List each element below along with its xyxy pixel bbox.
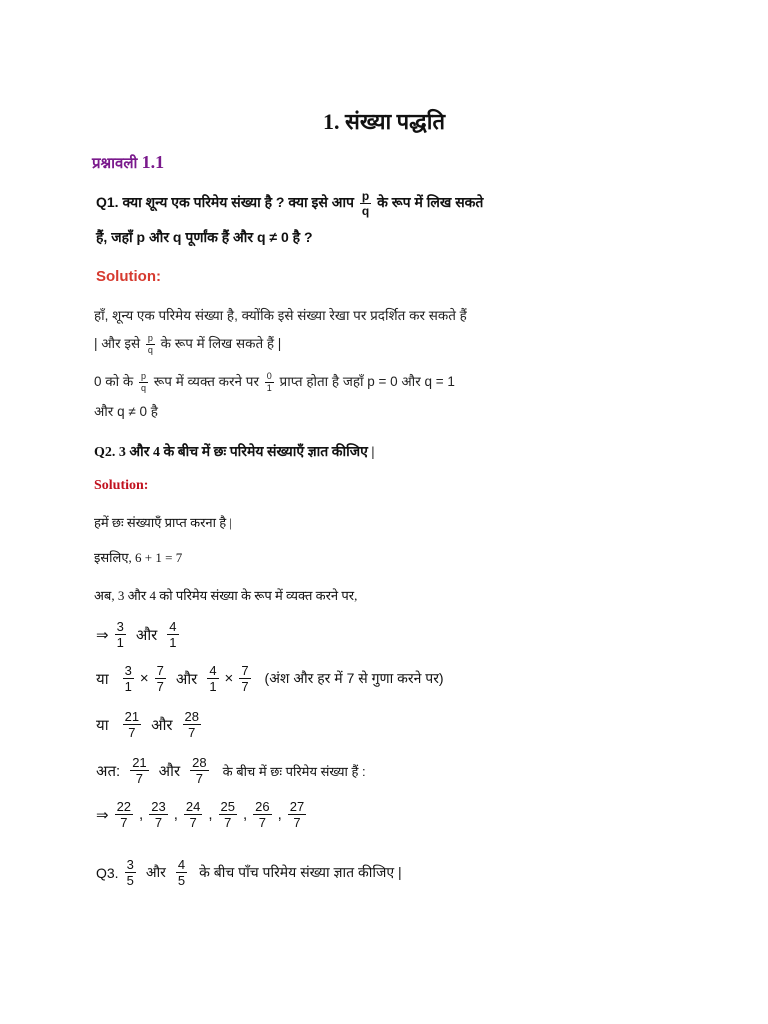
fraction-numerator: 7	[156, 663, 164, 678]
fraction-denominator: 5	[177, 873, 186, 888]
solution-1-line-2-post: के रूप में लिख सकते हैं |	[160, 336, 282, 352]
fraction	[167, 620, 178, 649]
fraction-numerator: 28	[184, 709, 200, 724]
fraction-denominator: 7	[154, 815, 163, 830]
fraction-numerator: 4	[177, 857, 186, 872]
fraction-numerator: 21	[132, 755, 147, 770]
fraction-denominator: 5	[126, 873, 134, 888]
fraction-denominator: 7	[156, 679, 164, 694]
fraction-numerator: p	[361, 189, 370, 203]
between-note: के बीच में छः परिमेय संख्या हैं :	[222, 763, 366, 779]
and-word: और	[175, 670, 198, 688]
fraction-denominator: 7	[195, 771, 203, 786]
solution-2-label: Solution:	[94, 478, 149, 493]
exercise-number: 1.1	[141, 152, 165, 172]
fraction-numerator: 25	[220, 799, 235, 814]
solution-1-line-3-pre: 0 को के	[94, 374, 134, 390]
fraction-denominator: q	[141, 383, 147, 393]
fraction-numerator: 23	[151, 799, 166, 814]
fraction	[149, 800, 167, 829]
and-word: और	[158, 762, 181, 780]
fraction-denominator: 1	[266, 383, 272, 393]
question-1-prefix: Q1. क्या शून्य एक परिमेय संख्या है ? क्या इसे आप	[96, 194, 354, 211]
fraction	[184, 800, 202, 829]
fraction-numerator: p	[147, 333, 153, 343]
fraction-p-over-q	[139, 372, 148, 393]
fraction-numerator: 4	[169, 619, 177, 634]
fraction-denominator: 7	[224, 815, 232, 830]
comma: ,	[242, 806, 248, 823]
fraction	[125, 858, 136, 887]
fraction-numerator: p	[141, 371, 147, 381]
question-3	[96, 858, 402, 887]
question-2: Q2. 3 और 4 के बीच में छः परिमेय संख्याएँ ज्ञात कीजिए |	[94, 445, 375, 460]
fraction	[130, 756, 148, 785]
solution-1-line-2	[94, 334, 281, 355]
fraction	[207, 664, 218, 693]
question-3-suffix: के बीच पाँच परिमेय संख्या ज्ञात कीजिए |	[199, 864, 402, 880]
and-word: और	[145, 864, 166, 880]
solution-1-line-3	[94, 372, 455, 393]
comma: ,	[208, 806, 213, 823]
solution-2-line-1: हमें छः संख्याएँ प्राप्त करना है |	[94, 515, 232, 530]
or-word: या	[96, 716, 109, 734]
fraction-p-over-q	[360, 190, 371, 217]
fraction	[123, 710, 141, 739]
exercise-label: प्रश्नावली	[92, 155, 138, 172]
fraction-denominator: 7	[128, 725, 136, 740]
solution-1-label: Solution:	[96, 268, 161, 285]
times-sign: ×	[224, 670, 234, 687]
question-1-line-1	[96, 190, 483, 217]
fraction-denominator: 1	[116, 635, 124, 650]
exercise-heading	[92, 152, 164, 173]
question-3-prefix: Q3.	[96, 864, 119, 881]
fraction	[288, 800, 306, 829]
fraction-numerator: 3	[124, 663, 132, 678]
or-word: या	[96, 670, 109, 688]
fraction-denominator: 7	[258, 815, 266, 830]
math-line-3	[96, 710, 203, 739]
solution-1-line-1: हाँ, शून्य एक परिमेय संख्या है, क्योंकि इसे संख्या रेखा पर प्रदर्शित कर सकते हैं	[94, 308, 467, 323]
therefore-word: अत:	[96, 762, 121, 780]
and-word: और	[135, 626, 158, 644]
fraction-numerator: 3	[116, 619, 124, 634]
math-line-5	[96, 800, 308, 829]
math-line-4	[96, 756, 366, 785]
solution-1-line-3-mid: रूप में व्यक्त करने पर	[153, 374, 259, 390]
fraction	[155, 664, 166, 693]
fraction	[123, 664, 134, 693]
fraction-denominator: 1	[124, 679, 132, 694]
fraction-denominator: 7	[189, 815, 197, 830]
fraction-denominator: q	[361, 204, 370, 218]
fraction-numerator: 24	[185, 799, 201, 814]
question-1-line-2: हैं, जहाँ p और q पूर्णांक हैं और q ≠ 0 है ?	[96, 229, 313, 245]
fraction-numerator: 27	[289, 799, 305, 814]
page-title: 1. संख्या पद्धति	[322, 109, 445, 134]
fraction	[176, 858, 187, 887]
solution-1-line-3-post: प्राप्त होता है जहाँ p = 0 और q = 1	[279, 374, 455, 390]
fraction	[115, 620, 126, 649]
fraction-0-over-1	[265, 372, 274, 393]
multiply-note: (अंश और हर में 7 से गुणा करने पर)	[264, 670, 444, 686]
fraction-denominator: 7	[241, 679, 249, 694]
fraction-numerator: 26	[255, 799, 270, 814]
fraction	[253, 800, 271, 829]
fraction-numerator: 0	[266, 371, 272, 381]
fraction-numerator: 28	[192, 755, 207, 770]
solution-1-line-4: और q ≠ 0 है	[94, 404, 158, 419]
implies-arrow: ⇒	[96, 806, 109, 824]
times-sign: ×	[139, 670, 149, 687]
implies-arrow: ⇒	[96, 626, 109, 644]
fraction-numerator: 3	[126, 857, 134, 872]
fraction-denominator: q	[147, 345, 153, 355]
fraction	[190, 756, 208, 785]
fraction	[219, 800, 237, 829]
comma: ,	[173, 806, 178, 823]
fraction-denominator: 7	[135, 771, 144, 786]
comma: ,	[139, 806, 144, 823]
solution-2-line-3: अब, 3 और 4 को परिमेय संख्या के रूप में व्यक्त करने पर,	[94, 588, 358, 603]
fraction-numerator: 21	[124, 709, 140, 724]
math-line-1	[96, 620, 181, 649]
fraction-numerator: 4	[209, 663, 217, 678]
fraction-numerator: 7	[241, 663, 249, 678]
fraction-denominator: 7	[188, 725, 196, 740]
question-1-suffix: के रूप में लिख सकते	[377, 194, 484, 211]
and-word: और	[151, 716, 173, 734]
solution-1-line-2-pre: | और इसे	[94, 336, 141, 352]
fraction-denominator: 7	[120, 815, 128, 830]
fraction-denominator: 1	[169, 635, 177, 650]
fraction-denominator: 1	[209, 679, 217, 694]
fraction	[239, 664, 250, 693]
fraction-p-over-q	[146, 334, 155, 355]
math-line-2	[96, 664, 444, 693]
fraction-numerator: 22	[116, 799, 132, 814]
fraction	[115, 800, 133, 829]
comma: ,	[277, 806, 282, 823]
fraction-denominator: 7	[293, 815, 301, 830]
solution-2-line-2: इसलिए, 6 + 1 = 7	[94, 550, 183, 565]
fraction	[183, 710, 201, 739]
